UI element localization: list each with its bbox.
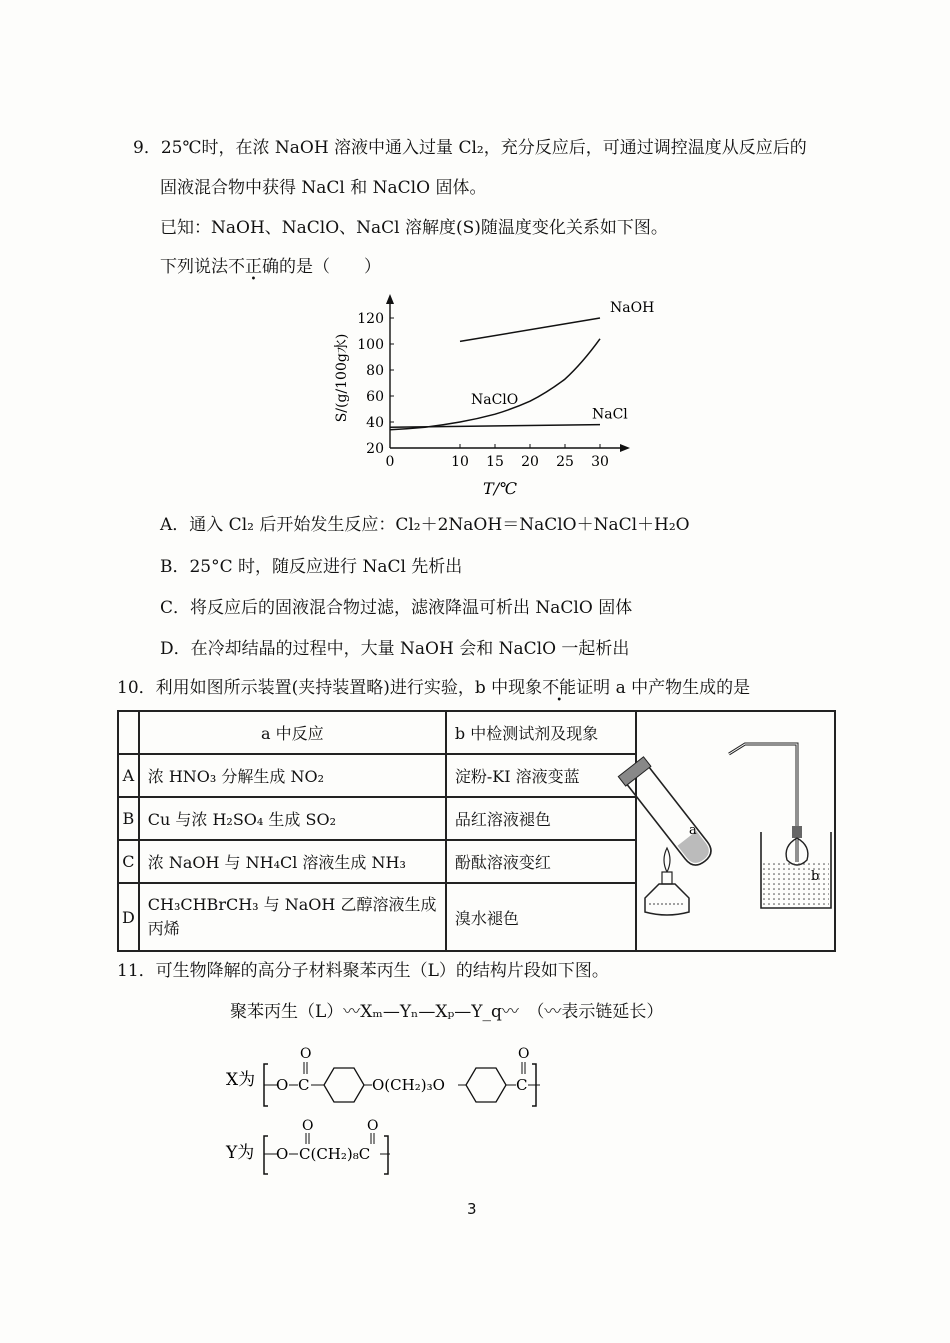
table-header-row xyxy=(118,711,835,754)
q9-ask-post: 的是（ ） xyxy=(279,257,381,277)
structure-y xyxy=(226,1116,426,1178)
x-c-right: C xyxy=(516,1076,528,1094)
series-line-nacl xyxy=(390,425,600,428)
label-b: b xyxy=(810,869,820,884)
q11-stem: 11．可生物降解的高分子材料聚苯丙生（L）的结构片段如下图。 xyxy=(117,961,609,981)
x-tick-label: 30 xyxy=(591,454,609,470)
q9-ask-pre: 下列说法 xyxy=(160,257,228,277)
q9-known: 已知：NaOH、NaClO、NaCl 溶解度(S)随温度变化关系如下图。 xyxy=(160,218,668,238)
q10-stem-pre: 10．利用如图所示装置(夹持装置略)进行实验，b 中现象 xyxy=(117,678,543,698)
q9-option-a: A．通入 Cl₂ 后开始发生反应：Cl₂＋2NaOH＝NaClO＋NaCl＋H₂O xyxy=(160,515,690,535)
apparatus-cell xyxy=(636,711,835,951)
series-label-naclo: NaClO xyxy=(471,392,519,409)
table-row-b: 淀粉-KI 溶液变蓝 xyxy=(446,754,636,797)
apparatus-drawing xyxy=(637,712,825,946)
q10-stem-post: 证明 a 中产物生成的是 xyxy=(576,678,751,698)
solubility-chart xyxy=(320,290,655,500)
y-tick-label: 20 xyxy=(366,441,384,457)
table-row-b: 溴水褪色 xyxy=(446,883,636,951)
table-row-a: 浓 HNO₃ 分解生成 NO₂ xyxy=(139,754,446,797)
x-carbonyl-o-left: O xyxy=(300,1046,312,1062)
y-tick-label: 80 xyxy=(366,363,384,379)
x-tick-label: 15 xyxy=(486,454,504,470)
table-row-b: 酚酞溶液变红 xyxy=(446,840,636,883)
q9-stem-line1: 9．25℃时，在浓 NaOH 溶液中通入过量 Cl₂，充分反应后，可通过调控温度从反应后的 xyxy=(133,138,807,158)
table-row-a: 浓 NaOH 与 NH₄Cl 溶液生成 NH₃ xyxy=(139,840,446,883)
table-row-a: Cu 与浓 H₂SO₄ 生成 SO₂ xyxy=(139,797,446,840)
table-row-b: 品红溶液褪色 xyxy=(446,797,636,840)
q9-option-d: D．在冷却结晶的过程中，大量 NaOH 会和 NaClO 一起析出 xyxy=(160,639,630,659)
series-label-naoh: NaOH xyxy=(610,300,655,316)
chart-series xyxy=(390,300,654,430)
q9-stem-line2: 固液混合物中获得 NaCl 和 NaClO 固体。 xyxy=(160,178,487,198)
q10-stem-emphasis: 不能 xyxy=(542,678,577,698)
y-tick-label: 100 xyxy=(357,337,384,353)
table-row-opt: B xyxy=(118,797,139,840)
q9-option-c: C．将反应后的固液混合物过滤，滤液降温可析出 NaClO 固体 xyxy=(160,598,633,618)
x-o-left: O xyxy=(276,1076,289,1094)
q10-table xyxy=(117,710,836,952)
x-carbonyl-o-right: O xyxy=(518,1046,530,1062)
table-row-opt: A xyxy=(118,754,139,797)
q10-stem xyxy=(117,677,750,699)
x-tick-label: 10 xyxy=(451,454,469,470)
table-row-a: CH₃CHBrCH₃ 与 NaOH 乙醇溶液生成丙烯 xyxy=(139,883,446,951)
chart-ticks xyxy=(357,311,609,470)
x-axis-arrow xyxy=(620,444,630,452)
y-tick-label: 120 xyxy=(357,311,384,327)
table-header-b: b 中检测试剂及现象 xyxy=(446,711,636,754)
structure-x xyxy=(226,1040,556,1112)
y-axis-label: S/(g/100g水) xyxy=(334,333,350,423)
table-row-opt: D xyxy=(118,883,139,951)
chart-axes xyxy=(386,294,630,452)
y-tick-label: 60 xyxy=(366,389,384,405)
table-header-a: a 中反应 xyxy=(139,711,446,754)
y-carbonyl-o-left: O xyxy=(302,1118,314,1134)
label-a: a xyxy=(688,823,697,838)
q9-ask-emphasis: 不正确 xyxy=(228,257,279,277)
x-tick-label: 0 xyxy=(385,454,395,470)
x-axis-label: T/℃ xyxy=(483,479,517,498)
y-o: O xyxy=(276,1145,289,1163)
y-middle: C(CH₂)₈C xyxy=(299,1145,371,1163)
x-label: X为 xyxy=(226,1070,256,1090)
x-middle: O(CH₂)₃O xyxy=(372,1076,445,1094)
table-header-blank xyxy=(118,711,139,754)
y-label: Y为 xyxy=(226,1143,255,1163)
y-tick-label: 40 xyxy=(366,415,384,431)
table-row-opt: C xyxy=(118,840,139,883)
y-carbonyl-o-right: O xyxy=(367,1118,379,1134)
q9-option-b: B．25°C 时，随反应进行 NaCl 先析出 xyxy=(160,557,463,577)
x-c-left: C xyxy=(298,1076,310,1094)
q11-chain: 聚苯丙生（L）〰Xₘ—Yₙ—Xₚ—Y_q〰 （〰表示链延长） xyxy=(230,1002,664,1022)
y-axis-arrow xyxy=(386,294,394,304)
x-tick-label: 20 xyxy=(521,454,539,470)
series-line-naoh xyxy=(460,318,600,341)
series-line-naclo xyxy=(390,339,600,430)
q9-ask xyxy=(160,256,381,278)
series-label-nacl: NaCl xyxy=(592,406,628,423)
x-tick-label: 25 xyxy=(556,454,574,470)
page-number: 3 xyxy=(467,1200,477,1218)
